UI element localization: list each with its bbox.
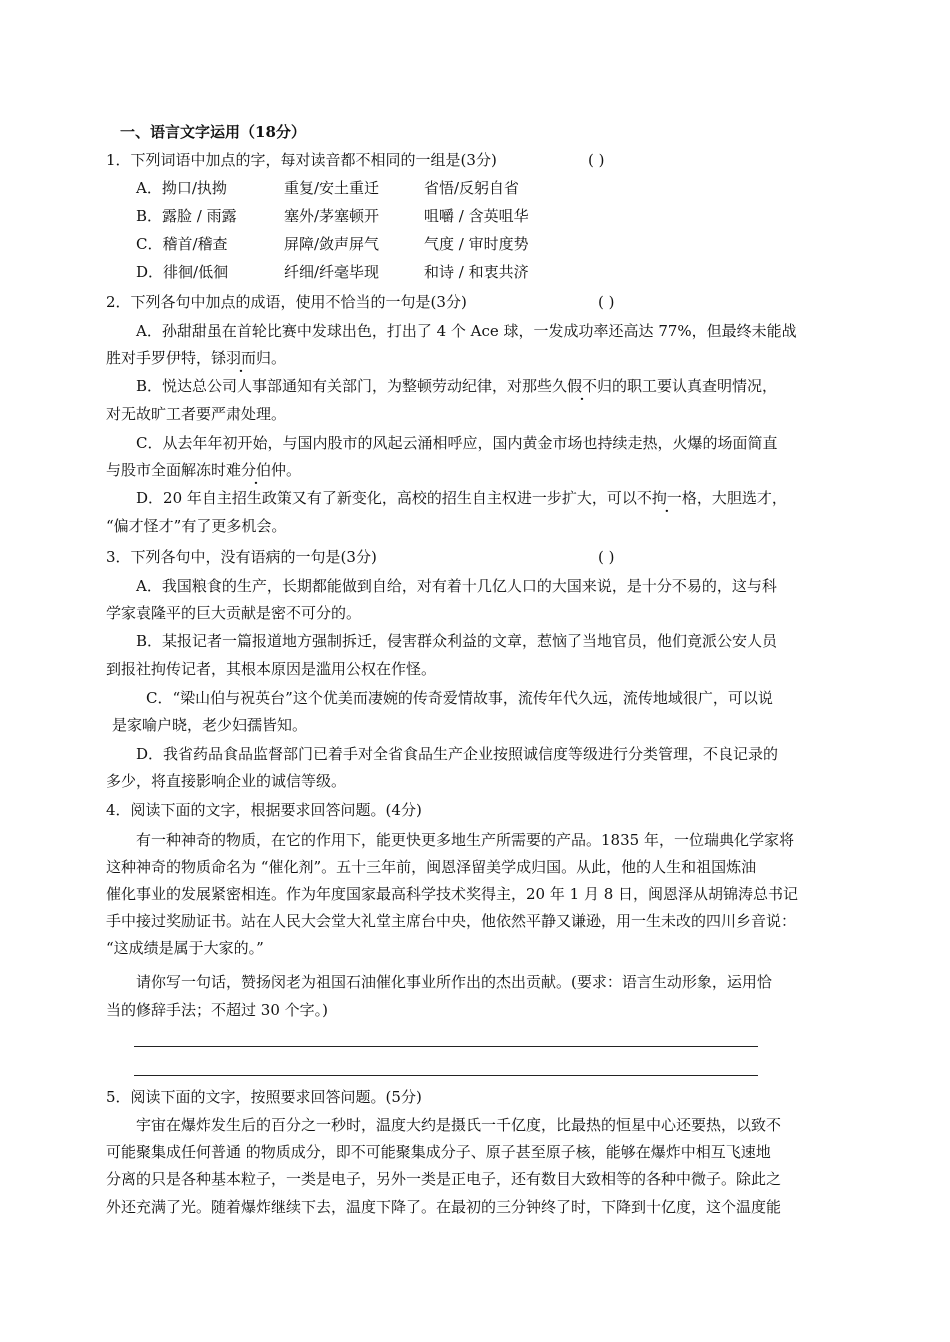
q5-passage-line2: 可能聚集成任何普通 的物质成分，即不可能聚集成分子、原子甚至原子核，能够在爆炸中相互飞速地 [106,1143,771,1161]
q2-option-c-line2 [106,460,301,480]
q3-option-a-line1: A．我国粮食的生产，长期都能做到自给，对有着十几亿人口的大国来说，是十分不易的，这与科 [136,577,777,595]
text: 与股市全面解冻时 [106,461,227,479]
q1-option-d-pair2: 纤细/纤毫毕现 [284,263,380,281]
dotted-idiom: 难分伯仲 [226,461,287,479]
q1-option-d-pair1: D．徘徊/低徊 [136,263,229,281]
q5-passage-line3: 分离的只是各种基本粒子，一类是电子，另外一类是正电子，还有数目大致相等的各种中微子。除此之 [106,1170,782,1188]
q1-option-a-pair1: A．拗口/执拗 [136,179,227,197]
q1-answer-paren: ( ) [588,151,605,169]
text: D．20 年自主招生政策又有了新变化，高校的招生自主权进一步扩大，可以 [136,489,637,507]
q1-option-b-pair1: B．露脸 / 雨露 [136,207,237,225]
dotted-idiom: 不拘一格 [636,489,697,507]
q3-option-c-line1: C．“梁山伯与祝英台”这个优美而凄婉的传奇爱情故事，流传年代久远，流传地域很广，可以说 [146,689,773,707]
q1-option-b [136,206,529,226]
q1-option-c [136,234,529,254]
q2-option-a-line2 [106,348,286,368]
text: ，大胆选才， [696,489,787,507]
q5-passage-line4: 外还充满了光。随着爆炸继续下去，温度下降了。在最初的三分钟终了时，下降到十亿度，这个温度能 [106,1198,782,1216]
dotted-idiom: 铩羽而归 [211,349,272,367]
q3-option-d-line1: D．我省药品食品监督部门已着手对全省食品生产企业按照诚信度等级进行分类管理，不良记录的 [136,745,779,763]
q2-option-c-line1: C．从去年年初开始，与国内股市的风起云涌相呼应，国内黄金市场也持续走热，火爆的场面简直 [136,434,778,452]
q1-option-b-pair3: 咀嚼 / 含英咀华 [424,207,529,225]
q3-stem: 3．下列各句中，没有语病的一句是(3分) [106,548,377,566]
q1-option-d [136,262,529,282]
q4-passage-line5: “这成绩是属于大家的。” [106,939,264,957]
q2-answer-paren: ( ) [598,293,615,311]
q2-option-b-line2: 对无故旷工者要严肃处理。 [106,405,287,423]
q4-answer-line-2[interactable] [134,1075,758,1076]
q1-option-c-pair1: C．稽首/稽查 [136,235,228,253]
section-title: 一、语言文字运用（18分） [120,123,306,141]
q5-passage-line1: 宇宙在爆炸发生后的百分之一秒时，温度大约是摄氏一千亿度，比最热的恒星中心还要热，以致不 [136,1116,782,1134]
q4-requirement-line1: 请你写一句话，赞扬闵老为祖国石油催化事业所作出的杰出贡献。(要求：语言生动形象，运用恰 [136,973,772,991]
q4-passage-line1: 有一种神奇的物质，在它的作用下，能更快更多地生产所需要的产品。1835 年，一位瑞典化学家将 [136,831,794,849]
q1-option-a-pair2: 重复/安土重迁 [284,179,380,197]
text: 。 [271,349,287,367]
q1-option-c-pair2: 屏障/敛声屏气 [284,235,380,253]
q1-option-b-pair2: 塞外/茅塞顿开 [284,207,380,225]
q1-option-a-pair3: 省悟/反躬自省 [424,179,520,197]
dotted-idiom: 久假不归 [552,377,613,395]
q2-option-d-line2: “偏才怪才”有了更多机会。 [106,517,287,535]
q3-option-a-line2: 学家袁隆平的巨大贡献是密不可分的。 [106,604,362,622]
q4-answer-line-1[interactable] [134,1046,758,1047]
q3-option-c-line2: 是家喻户晓，老少妇孺皆知。 [112,716,308,734]
q4-stem: 4．阅读下面的文字，根据要求回答问题。(4分) [106,801,422,819]
q2-option-d-line1 [136,488,787,508]
text: B．悦达总公司人事部通知有关部门，为整顿劳动纪律，对那些 [136,377,553,395]
q2-option-b-line1 [136,376,777,396]
text: 的职工要认真查明情况， [612,377,778,395]
q3-option-b-line2: 到报社拘传记者，其根本原因是滥用公权在作怪。 [106,660,437,678]
q3-option-d-line2: 多少，将直接影响企业的诚信等级。 [106,772,347,790]
text: 胜对手罗伊特， [106,349,212,367]
q3-answer-paren: ( ) [598,548,615,566]
text: 。 [286,461,302,479]
q4-passage-line4: 手中接过奖励证书。站在人民大会堂大礼堂主席台中央，他依然平静又谦逊，用一生未改的四川乡音说： [106,912,797,930]
q5-stem: 5．阅读下面的文字，按照要求回答问题。(5分) [106,1088,422,1106]
q4-requirement-line2: 当的修辞手法；不超过 30 个字。) [106,1001,328,1019]
q4-passage-line3: 催化事业的发展紧密相连。作为年度国家最高科学技术奖得主，20 年 1 月 8 日，闽恩泽从胡锦涛总书记 [106,885,799,903]
q1-option-d-pair3: 和诗 / 和衷共济 [424,263,529,281]
q3-option-b-line1: B．某报记者一篇报道地方强制拆迁，侵害群众利益的文章，惹恼了当地官员，他们竟派公安人员 [136,632,778,650]
q1-stem: 1．下列词语中加点的字，每对读音都不相同的一组是(3分) [106,151,497,169]
q2-option-a-line1: A．孙甜甜虽在首轮比赛中发球出色，打出了 4 个 Ace 球，一发成功率还高达 77%，但最终未能战 [136,322,797,340]
q1-option-c-pair3: 气度 / 审时度势 [424,235,529,253]
q1-option-a [136,178,519,198]
q4-passage-line2: 这种神奇的物质命名为 “催化剂”。五十三年前，闽恩泽留美学成归国。从此，他的人生和祖国炼油 [106,858,757,876]
q2-stem: 2．下列各句中加点的成语，使用不恰当的一句是(3分) [106,293,467,311]
